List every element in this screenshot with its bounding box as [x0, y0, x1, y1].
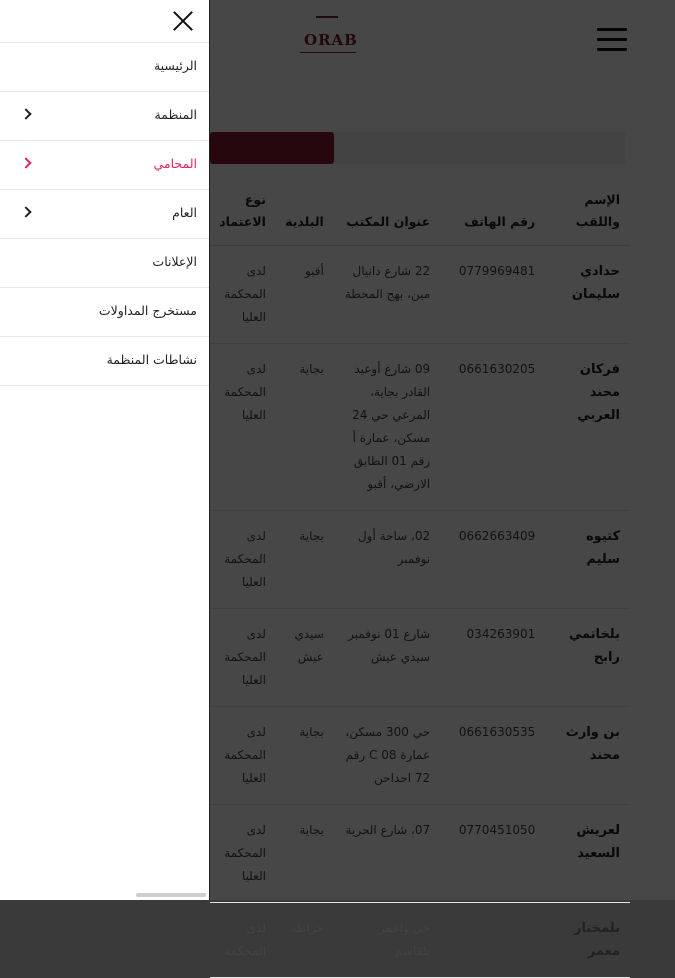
cell-name: بلمختار معمر [545, 903, 630, 978]
chevron-right-icon [20, 157, 31, 168]
menu-item-label: الرئيسية [153, 58, 197, 73]
menu-item-general[interactable] [0, 190, 209, 239]
menu-item-activities[interactable] [0, 337, 209, 386]
menu-item-home[interactable] [0, 43, 209, 92]
menu-item-announcements[interactable] [0, 239, 209, 288]
menu-item-lawyer[interactable] [0, 141, 209, 190]
table-row [210, 903, 630, 978]
menu-item-label: الإعلانات [152, 254, 197, 269]
chevron-right-icon [20, 108, 31, 119]
drawer-scroll-handle[interactable] [136, 893, 206, 897]
menu-item-label: العام [172, 205, 197, 220]
menu-item-organization[interactable] [0, 92, 209, 141]
chevron-right-icon [20, 206, 31, 217]
menu-item-deliberations[interactable] [0, 288, 209, 337]
cell-phone [440, 903, 545, 978]
cell-type: لدى المحكمة [210, 903, 276, 978]
menu-item-label: نشاطات المنظمة [106, 352, 197, 367]
navigation-drawer [0, 0, 210, 900]
cell-city: خراطة [276, 903, 334, 978]
close-icon[interactable] [171, 9, 195, 33]
menu-item-label: المنظمة [154, 107, 197, 122]
menu-item-label: مستخرج المداولات [98, 303, 197, 318]
drawer-header [0, 0, 209, 43]
menu-item-label: المحامي [153, 156, 197, 171]
cell-address: حي واعمر بلقاسم [334, 903, 440, 978]
